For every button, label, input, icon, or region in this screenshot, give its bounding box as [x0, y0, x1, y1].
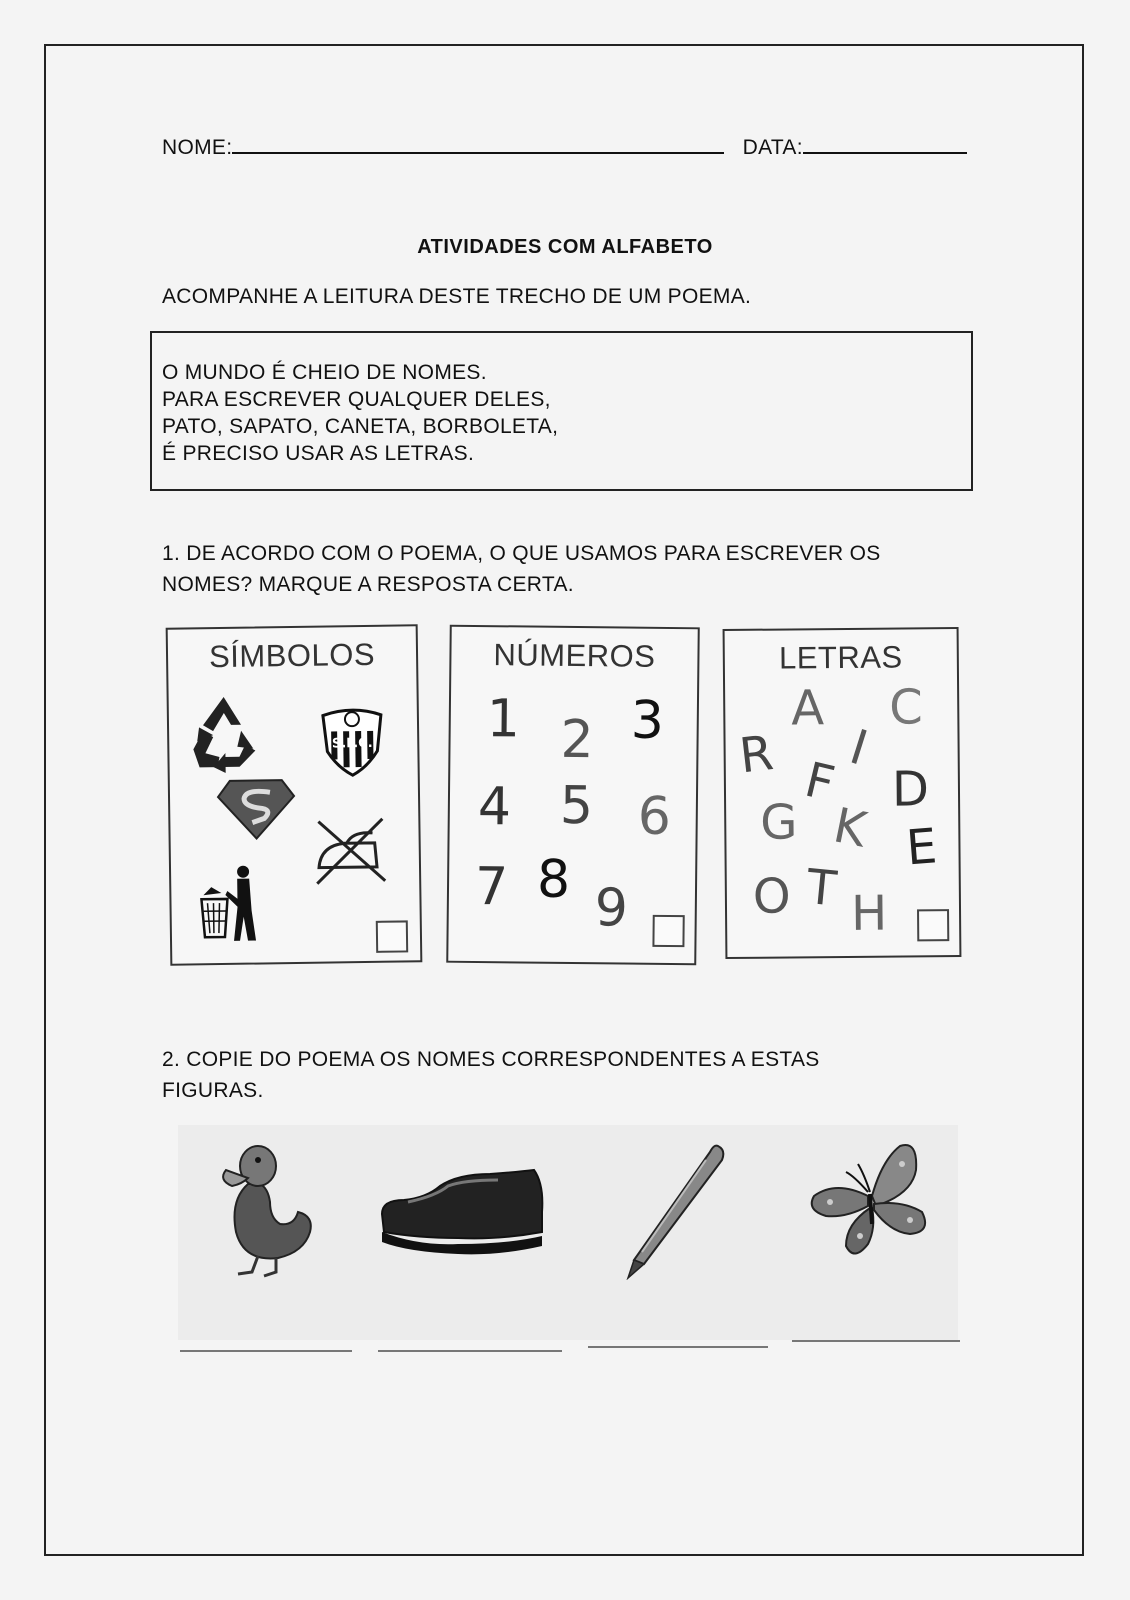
- answer-checkbox-numbers[interactable]: [652, 915, 684, 947]
- poem-line: PARA ESCREVER QUALQUER DELES,: [162, 388, 551, 411]
- number-5: 5: [559, 775, 594, 837]
- option-title: NÚMEROS: [493, 637, 656, 674]
- santos-crest-icon: [319, 705, 386, 778]
- letter-h: H: [850, 885, 888, 942]
- question-2-line-1: 2. COPIE DO POEMA OS NOMES CORRESPONDENTES A ESTAS: [162, 1048, 820, 1071]
- letter-o: O: [752, 868, 791, 925]
- letter-c: C: [889, 679, 924, 736]
- answer-line-duck[interactable]: [180, 1350, 352, 1352]
- answer-checkbox-letters[interactable]: [917, 909, 949, 941]
- page-title: ATIVIDADES COM ALFABETO: [417, 236, 713, 258]
- number-2: 2: [560, 709, 594, 771]
- no-iron-icon: [312, 815, 389, 888]
- instruction-text: ACOMPANHE A LEITURA DESTE TRECHO DE UM POEMA.: [162, 285, 752, 308]
- number-1: 1: [486, 689, 521, 750]
- svg-text:S.F.C.: S.F.C.: [331, 735, 373, 752]
- letter-e: E: [904, 818, 939, 877]
- option-card-symbols[interactable]: [166, 624, 423, 965]
- date-field[interactable]: [803, 152, 967, 154]
- question-1: [162, 538, 881, 600]
- letter-i: I: [843, 719, 874, 777]
- number-7: 7: [474, 856, 509, 918]
- option-card-letters[interactable]: [723, 627, 962, 959]
- superman-icon: [216, 778, 297, 841]
- number-6: 6: [637, 786, 672, 848]
- question-1-line-2: NOMES? MARQUE A RESPOSTA CERTA.: [162, 573, 574, 596]
- poem-box: [150, 331, 973, 491]
- number-8: 8: [536, 849, 571, 910]
- date-label: DATA:: [742, 136, 803, 159]
- answer-checkbox-symbols[interactable]: [376, 920, 408, 952]
- question-1-line-1: 1. DE ACORDO COM O POEMA, O QUE USAMOS PARA ESCREVER OS: [162, 542, 881, 565]
- answer-line-butterfly[interactable]: [792, 1340, 960, 1342]
- poem-line: O MUNDO É CHEIO DE NOMES.: [162, 361, 487, 384]
- option-title: SÍMBOLOS: [208, 636, 376, 675]
- letter-f: F: [799, 751, 840, 813]
- option-title: LETRAS: [778, 639, 903, 676]
- trash-bin-icon: [197, 864, 262, 943]
- name-label: NOME:: [162, 136, 233, 159]
- answer-line-pen[interactable]: [588, 1346, 768, 1348]
- question-2: [162, 1044, 820, 1106]
- number-9: 9: [594, 878, 629, 939]
- question-2-line-2: FIGURAS.: [162, 1079, 264, 1102]
- letter-r: R: [736, 725, 777, 785]
- letter-t: T: [804, 858, 839, 918]
- letter-a: A: [791, 680, 825, 737]
- number-4: 4: [477, 777, 512, 838]
- answer-line-shoe[interactable]: [378, 1350, 562, 1352]
- option-card-numbers[interactable]: [446, 625, 700, 966]
- name-field[interactable]: [232, 152, 724, 154]
- name-row: [162, 136, 967, 160]
- duck-icon: [218, 1140, 318, 1278]
- pen-icon: [622, 1140, 730, 1280]
- recycle-icon: [183, 690, 266, 773]
- poem-line: PATO, SAPATO, CANETA, BORBOLETA,: [162, 415, 559, 438]
- number-3: 3: [630, 690, 665, 751]
- poem-line: É PRECISO USAR AS LETRAS.: [162, 442, 475, 465]
- butterfly-icon: [806, 1140, 936, 1270]
- letter-k: K: [829, 797, 872, 859]
- letter-d: D: [891, 761, 930, 818]
- letter-g: G: [760, 794, 798, 851]
- shoe-icon: [378, 1166, 548, 1256]
